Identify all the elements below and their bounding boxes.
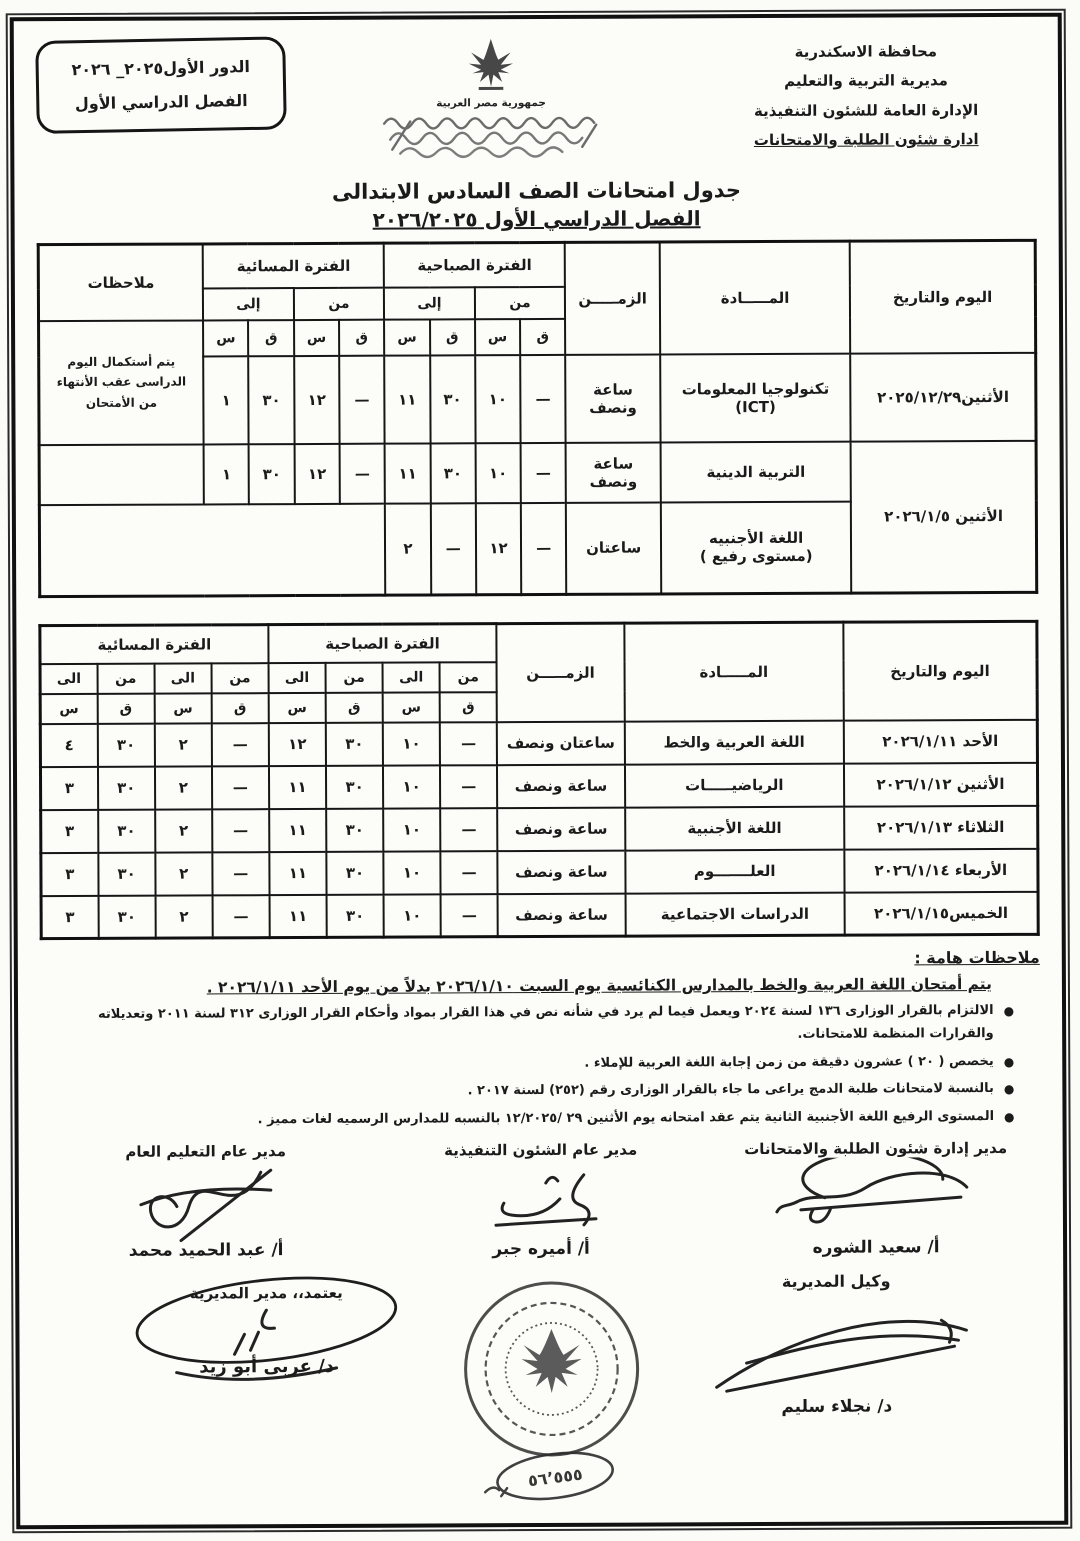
minutes-header: ق [339, 319, 384, 355]
hours-header: س [269, 692, 326, 722]
note-bullet-item [70, 1050, 1014, 1078]
exam-date-cell: الأربعاء ٢٠٢٦/١/١٤ [844, 848, 1038, 892]
signatory-name: أ/ أميره جبر [492, 1238, 590, 1259]
signature-block-students-affairs [711, 1138, 1042, 1257]
minutes-header: ق [440, 692, 497, 722]
col-header-day-date: اليوم والتاريخ [843, 621, 1037, 720]
time-value-cell: ١١ [269, 894, 326, 937]
org-line-governorate: محافظة الاسكندرية [794, 42, 938, 61]
col-header-evening-period: الفترة المسائية [203, 243, 384, 288]
exam-table-second-week [38, 620, 1039, 940]
signatory-title: مدير عام التعليم العام [125, 1141, 287, 1161]
time-value-cell: — [440, 722, 497, 765]
time-value-cell: — [212, 723, 269, 766]
time-value-cell: ٢ [155, 809, 212, 852]
hours-header: س [154, 693, 211, 723]
note-bullet-item [70, 1105, 1014, 1133]
exam-subject-cell: الرياضيـــــات [625, 763, 844, 807]
time-value-cell: ١١ [269, 808, 326, 851]
time-value-cell: ٣٠ [249, 356, 295, 444]
title-line-2: الفصل الدراسي الأول ٢٠٢٦/٢٠٢٥ [372, 206, 701, 232]
time-value-cell: — [212, 895, 269, 938]
empty-notes-cell [39, 444, 204, 505]
signatory-name: د/ نجلاء سليم [781, 1396, 893, 1417]
time-value-cell: ٣٠ [326, 851, 383, 894]
exam-subject-cell: التربية الدينية [661, 441, 852, 502]
oval-number-stamp [477, 1447, 627, 1506]
org-line-administration: الإدارة العامة للشئون التنفيذية [753, 100, 979, 120]
time-value-cell: ١ [204, 444, 250, 504]
time-value-cell: — [340, 443, 386, 503]
time-value-cell: ٤ [40, 723, 97, 766]
church-schools-note: يتم أمتحان اللغة العربية والخط بالمدارس الكنائسية يوم السبت ٢٠٢٦/١/١٠ بدلاً من يوم الأحد ٢٠٢٦/١/١١ . [206, 975, 992, 997]
morning-from-header: من [475, 286, 566, 318]
exam-duration-cell: ساعة ونصف [497, 807, 625, 851]
to-header: الى [154, 663, 211, 693]
time-value-cell: ١٠ [475, 443, 521, 503]
note-bullet-item [70, 999, 1014, 1050]
hours-header: س [203, 320, 248, 356]
time-value-cell: ١٢ [476, 503, 522, 595]
from-header: من [97, 663, 154, 693]
col-header-subject: المـــــادة [624, 622, 844, 721]
signatory-title: مدير عام الشئون التنفيذية [444, 1140, 638, 1159]
to-header: الى [40, 663, 97, 693]
org-line-exams-dept: ادارة شئون الطلبة والامتحانات [753, 129, 979, 149]
morning-to-header: إلى [384, 287, 475, 319]
bullet-text: المستوى الرفيع اللغة الأجنبية الثانية يتم عقد امتحانه يوم الأثنين ٢٩ /١٢/٢٠٢٥ بالنسبه للمدارس الرسميه لغات مميز . [257, 1108, 995, 1128]
page-border-frame [10, 13, 1069, 1530]
time-value-cell: ١١ [269, 765, 326, 808]
time-value-cell: ٣ [41, 809, 98, 852]
to-header: الى [383, 662, 440, 692]
exam-date-cell: الثلاثاء ٢٠٢٦/١/١٣ [844, 805, 1038, 849]
evening-to-header: إلى [203, 288, 294, 320]
time-value-cell: ٣ [41, 852, 98, 895]
exam-subject-cell: الدراسات الاجتماعية [625, 892, 844, 936]
notes-bullet-list [40, 999, 1041, 1133]
time-value-cell: ٢ [155, 723, 212, 766]
stamp-digits: ٥٦٬٥٥٥ [526, 1464, 584, 1490]
exam-subject-cell: تكنولوجيا المعلومات (ICT) [660, 353, 851, 442]
time-value-cell: ١١ [384, 355, 430, 443]
exam-duration-cell: ساعة ونصف [497, 764, 625, 808]
time-value-cell: ٣٠ [249, 444, 295, 504]
time-value-cell: ٣٠ [98, 852, 155, 895]
time-value-cell: ١٠ [383, 765, 440, 808]
hours-header: س [294, 319, 339, 355]
time-value-cell: — [520, 354, 566, 442]
title-line-1: جدول امتحانات الصف السادس الابتدالى [331, 178, 742, 204]
handwritten-signature [111, 1160, 301, 1247]
signatory-title: وكيل المديرية [781, 1271, 891, 1291]
time-value-cell: ٣٠ [98, 766, 155, 809]
time-value-cell: — [521, 502, 567, 594]
notes-heading: ملاحظات هامة : [914, 947, 1040, 968]
time-value-cell: ٢ [155, 766, 212, 809]
exam-duration-cell: ساعة ونصف [498, 850, 626, 894]
exam-date-cell: الخميس٢٠٢٦/١/١٥ [844, 891, 1038, 935]
exam-date-cell: الأثنين ٢٠٢٦/١/١٢ [844, 762, 1038, 806]
time-value-cell: ٣٠ [326, 808, 383, 851]
from-header: من [326, 662, 383, 692]
exam-subject-cell: اللغة العربية والخط [624, 720, 843, 764]
time-value-cell: ١٠ [383, 808, 440, 851]
time-value-cell: ١٢ [294, 443, 340, 503]
approval-title: يعتمد،، مدير المديرية [189, 1283, 343, 1303]
exam-duration-cell: ساعتان ونصف [497, 721, 625, 765]
approval-signature-block [101, 1283, 431, 1377]
page-header [36, 31, 1037, 177]
national-emblem-block [356, 33, 627, 162]
time-value-cell: ٣٠ [430, 443, 476, 503]
exam-subject-cell: اللغة الأجنبية [625, 806, 844, 850]
time-value-cell: — [212, 852, 269, 895]
signatory-name: أ/ سعيد الشوره [812, 1236, 940, 1258]
hours-header: س [384, 319, 429, 355]
signature-block-executive-affairs [376, 1140, 707, 1259]
note-bullet-item [70, 1077, 1014, 1105]
time-value-cell: ١٠ [383, 851, 440, 894]
exam-duration-cell: ساعة ونصف [498, 893, 626, 937]
official-stamps [421, 1276, 682, 1506]
time-value-cell: ٣٠ [98, 895, 155, 938]
hours-header: س [475, 319, 520, 355]
hours-header: س [40, 693, 97, 723]
exam-duration-cell: ساعتان [566, 502, 661, 594]
col-header-duration: الزمـــــن [497, 623, 625, 722]
completion-note-cell: يتم أستكمال اليوم الدراسى عقب الأنتهاء من الأمتحان [39, 320, 204, 445]
bullet-icon: ● [1003, 1109, 1015, 1124]
signatory-title: مدير إدارة شئون الطلبة والامتحانات [744, 1138, 1008, 1158]
to-header: الى [268, 662, 325, 692]
session-info-box [35, 36, 287, 134]
bullet-text: بالنسبة لامتحانات طلبة الدمج يراعى ما جاء بالقرار الوزارى رقم (٢٥٢) لسنة ٢٠١٧ . [467, 1081, 994, 1099]
col-header-notes: ملاحظات [38, 244, 203, 321]
emblem-caption: جمهورية مصر العربية [436, 96, 546, 110]
time-value-cell: ٣٠ [327, 894, 384, 937]
signatory-name: د/ عربى أبو زيد [199, 1355, 335, 1378]
exam-date-cell: الأثنين٢٠٢٥/١٢/٢٩ [850, 352, 1036, 441]
time-value-cell: — [339, 355, 385, 443]
col-header-day-date: اليوم والتاريخ [850, 240, 1036, 353]
minutes-header: ق [248, 320, 293, 356]
handwritten-signature [456, 1158, 626, 1245]
handwritten-signature [686, 1290, 987, 1411]
document-title [36, 177, 1036, 233]
col-header-subject: المـــــادة [660, 241, 851, 354]
organization-block [696, 31, 1037, 155]
time-value-cell: ١١ [269, 851, 326, 894]
time-value-cell: — [212, 766, 269, 809]
exam-duration-cell: ساعة ونصف [566, 442, 661, 502]
deputy-signature-block [671, 1271, 1002, 1417]
eagle-emblem-icon [454, 35, 528, 99]
empty-evening-notes-cell [39, 503, 385, 597]
time-value-cell: ٣٠ [326, 722, 383, 765]
round-official-stamp [459, 1276, 645, 1462]
time-value-cell: ٢ [155, 895, 212, 938]
time-value-cell: — [441, 894, 498, 937]
org-line-directorate: مديرية التربية والتعليم [784, 71, 948, 91]
time-value-cell: ٣٠ [97, 723, 154, 766]
time-value-cell: ١٢ [269, 722, 326, 765]
time-value-cell: ١١ [385, 443, 431, 503]
session-round-line: الدور الأول٢٠٢٥_ ٢٠٢٦ [71, 57, 251, 80]
time-value-cell: ٢ [155, 852, 212, 895]
from-header: من [211, 663, 268, 693]
time-value-cell: — [521, 442, 567, 502]
exam-date-cell: الأحد ٢٠٢٦/١/١١ [844, 719, 1038, 763]
exam-subject-cell: العلـــــــوم [625, 849, 844, 893]
col-header-evening-period: الفترة المسائية [40, 625, 269, 664]
hours-header: س [383, 692, 440, 722]
col-header-morning-period: الفترة الصباحية [384, 242, 565, 287]
time-value-cell: ١٠ [383, 722, 440, 765]
minutes-header: ق [430, 319, 475, 355]
time-value-cell: ٢ [385, 503, 431, 595]
time-value-cell: ٣٠ [98, 809, 155, 852]
officials-signature-row [41, 1138, 1042, 1260]
handwritten-signature [771, 1157, 981, 1244]
exam-table-first-week [37, 239, 1039, 598]
minutes-header: ق [326, 692, 383, 722]
bullet-icon: ● [1003, 1003, 1015, 1018]
bullet-icon: ● [1003, 1054, 1015, 1069]
time-value-cell: ٣ [41, 895, 98, 938]
minutes-header: ق [211, 693, 268, 723]
time-value-cell: ١٠ [384, 894, 441, 937]
evening-from-header: من [294, 287, 385, 319]
time-value-cell: — [440, 765, 497, 808]
notes-section [40, 948, 1041, 1133]
time-value-cell: — [440, 851, 497, 894]
exam-date-cell: الأثنين ٢٠٢٦/١/٥ [851, 440, 1037, 593]
time-value-cell: ٣٠ [326, 765, 383, 808]
bullet-icon: ● [1003, 1082, 1015, 1097]
session-term-line: الفصل الدراسي الأول [74, 90, 248, 113]
time-value-cell: — [212, 809, 269, 852]
minutes-header: ق [97, 693, 154, 723]
signatory-name: أ/ عبد الحميد محمد [128, 1239, 284, 1261]
approval-row [41, 1260, 1042, 1529]
exam-subject-cell: اللغة الأجنبيه (مستوى رفيع ) [661, 501, 852, 594]
bullet-text: يخصص ( ٢٠ ) عشرون دقيقة من زمن إجابة اللغة العربية للإملاء . [584, 1053, 994, 1071]
time-value-cell: ٣٠ [430, 355, 476, 443]
col-header-duration: الزمـــــن [565, 242, 660, 354]
bullet-text: الالتزام بالقرار الوزارى ١٣٦ لسنة ٢٠٢٤ ويعمل فيما لم يرد في شأنه نص في هذا القرار بمواد وأحكام القرار الوزارى ٣١٢ لسنة ٢٠١١ وتعديلاته والقرارات المنظمة للامتحانات. [97, 1003, 994, 1043]
col-header-morning-period: الفترة الصباحية [268, 624, 496, 663]
calligraphy-stamp-mark [376, 109, 606, 162]
minutes-header: ق [520, 318, 565, 354]
time-value-cell: ٣ [40, 766, 97, 809]
time-value-cell: ١٢ [294, 355, 340, 443]
signature-block-general-education [41, 1141, 372, 1260]
time-value-cell: — [430, 503, 476, 595]
time-value-cell: — [440, 808, 497, 851]
exam-duration-cell: ساعة ونصف [566, 354, 661, 442]
time-value-cell: ١٠ [475, 355, 521, 443]
time-value-cell: ١ [203, 356, 249, 444]
from-header: من [440, 662, 497, 692]
